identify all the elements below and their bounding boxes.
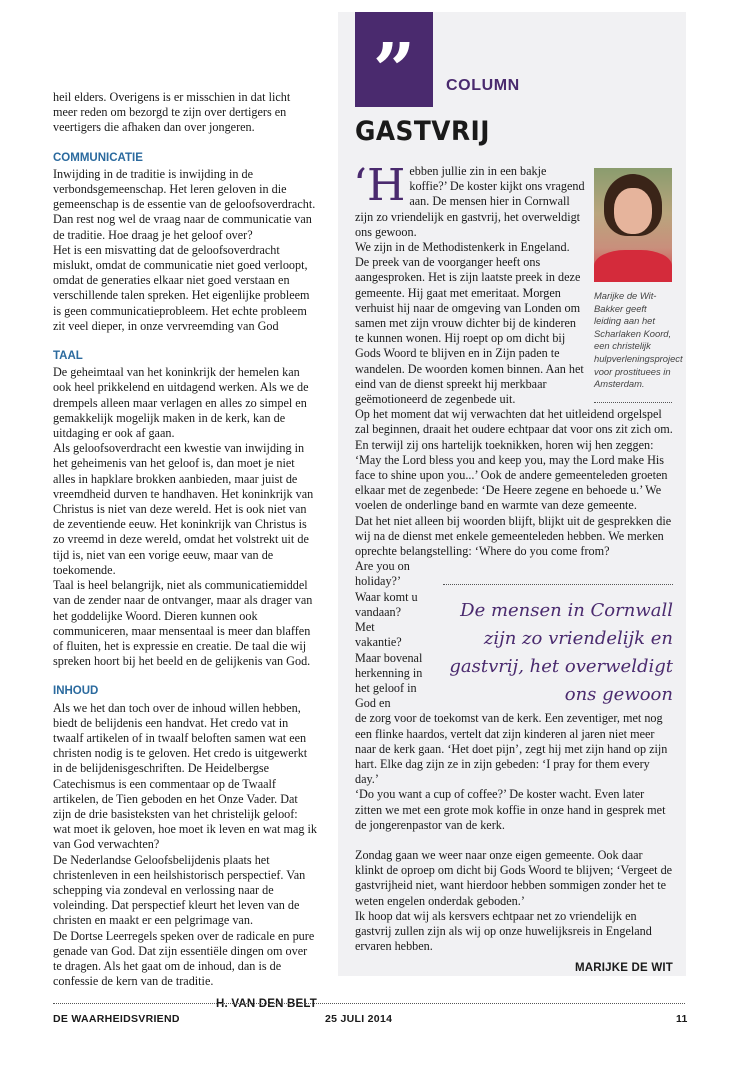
paragraph: Ik hoop dat wij als kersvers echtpaar net zo vriendelijk en gastvrij zullen zijn als wij op onze huwelijksreis in Engeland ervaren hebben. — [355, 908, 652, 954]
paragraph: Als geloofsoverdracht een kwestie van inwijding in het geheimenis van het geloof is, dan moet je niet alles in hapklare brokken aanbieden, maar juist de vreemdheid durven te handhaven. Het koninkrijk van Christus is niet van deze wereld. Het is ook niet van de zeventiende eeuw. Het koninkrijk van Christus is zo vreemd in deze wereld, omdat het volstrekt uit de tijd is, niet van een vorige eeuw, maar van de toekomende. — [53, 441, 314, 577]
dropcap: ‘H — [353, 160, 406, 211]
footer-publication: DE WAARHEIDSVRIEND — [53, 1013, 180, 1025]
article-title: GASTVRIJ — [355, 116, 490, 147]
section-heading-communicatie: COMMUNICATIE — [53, 151, 143, 164]
quote-mark-icon: ” — [372, 28, 416, 114]
column-label: COLUMN — [446, 77, 520, 94]
page-number: 11 — [676, 1013, 688, 1025]
photo-caption: Marijke de Wit-Bakker geeft leiding aan het Scharlaken Koord, een christelijk hulpverleningsproject voor prostituees in Amsterdam. — [594, 290, 683, 390]
section-heading-taal: TAAL — [53, 350, 83, 363]
paragraph: De Nederlandse Geloofsbelijdenis plaats het christenleven in een heilshistorisch perspectief. Van schepping via zondeval en verlossing naar de voleinding. Dat perspectief kleurt het leven van de christen en maakt er een pelgrimage van. — [53, 852, 306, 928]
section-heading-inhoud: INHOUD — [53, 685, 99, 698]
paragraph-beside-quote: Are you on holiday?’ Waar komt u vandaan? Met vakantie? Maar bovenal herkenning in het geloof in God en — [355, 559, 423, 711]
paragraph: Dat het niet alleen bij woorden blijft, blijkt uit de gesprekken die wij na de dienst met enkele gemeenteleden hebben. We merken oprechte belangstelling: ‘Where do you come from? — [355, 513, 672, 559]
author-byline: H. VAN DEN BELT — [216, 998, 317, 1011]
paragraph: Taal is heel belangrijk, niet als communicatiemiddel van de zender naar de ontvanger, maar als drager van het goddelijke Woord. Dieren kunnen ook communiceren, maar mensentaal is meer dan blaffen of fluiten, het is expressie en creatie. De taal die wij spreken hoort bij het beeld en de gelijkenis van God. — [53, 578, 313, 669]
paragraph: de zorg voor de toekomst van de kerk. Een zeventiger, met nog een flinke haardos, vertelt dat zijn kinderen al jaren niet meer naar de kerk gaan. ‘Het doet pijn’, zegt hij met zijn hand op zijn hart. Elke dag zijn ze in zijn gebeden: ‘I pray for them every day.’ — [355, 711, 668, 787]
text-beside-photo — [353, 160, 585, 407]
footer-divider — [53, 1003, 685, 1004]
paragraph: Op het moment dat wij verwachten dat het uitleidend orgelspel zal beginnen, draait het oudere echtpaar dat voor ons zit zich om. En terwijl zij ons hartelijk toeknikken, horen wij hen zeggen: ‘May the Lord bless you and keep you, may the Lord make His face to shine upon you...’ Ook de andere gemeenteleden groeten elkaar met de zegenbede: ‘De Heere zegene en behoede u.’ We voelen de onderlinge band en warmte van deze gemeente. — [355, 407, 673, 513]
author-byline: MARIJKE DE WIT — [575, 962, 673, 975]
paragraph: Als we het dan toch over de inhoud willen hebben, biedt de belijdenis een handvat. Het credo vat in twaalf artikelen of in twaalf beloften samen wat een christen nodig is te geloven. Het credo is uitgewerkt in de belijdenisgeschriften. De Heidelbergse Catechismus is een commentaar op de Twaalf artikelen, de Tien geboden en het Onze Vader. Dat zijn de drie basisteksten van het christelijk geloof: wat moet ik geloven, hoe moet ik leven en wat mag ik van God verwachten? — [53, 700, 317, 852]
left-article — [53, 90, 317, 1013]
paragraph: Zondag gaan we weer naar onze eigen gemeente. Ook daar klinkt de oproep om dicht bij Gods Woord te blijven; ‘Vergeet de gastvrijheid niet, want hierdoor hebben sommigen zonder het te weten engelen onderdak geboden.’ — [355, 847, 673, 908]
footer-date: 25 JULI 2014 — [325, 1013, 393, 1025]
paragraph: De Dortse Leerregels speken over de radicale en pure genade van God. Dat zijn essentiële dingen om over te dragen. Als het gaat om de inhoud, dan is de confessie de kern van de traditie. — [53, 928, 315, 989]
intro-paragraph: heil elders. Overigens is er misschien in dat licht meer reden om bezorgd te zijn over dertigers en veertigers die afhaken dan over jongeren. — [53, 90, 291, 135]
paragraph: We zijn in de Methodistenkerk in Engeland. De preek van de voorganger heeft ons aangesproken. Het is zijn laatste preek in deze gemeente. Hij gaat met emeritaat. Morgen verhuist hij naar de omgeving van Londen om samen met zijn vrouw dichter bij de kinderen te kunnen wonen. Hij roept op om dicht bij Gods Woord te blijven en in Zijn paden te wandelen. De woorden komen binnen. Aan het eind van de dienst spreekt hij merkbaar geëmotioneerd de zegenbede uit. — [355, 240, 584, 407]
opening-paragraph: ‘Hebben jullie zin in een bakje koffie?’ De koster kijkt ons vragend aan. De mensen hier in Cornwall zijn zo vriendelijk en gastvrij, het overweldigt ons gewoon. — [353, 160, 585, 239]
pull-quote: De mensen in Cornwall zijn zo vriendelijk en gastvrij, het overweldigt ons gewoon — [443, 584, 673, 709]
paragraph: ‘Do you want a cup of coffee?’ De koster wacht. Even later zitten we met een grote mok koffie in onze hand in gesprek met de jongerenpastor van de kerk. — [355, 787, 666, 832]
paragraph: Het is een misvatting dat de geloofsoverdracht mislukt, omdat de communicatie niet goed verloopt, omdat de generaties elkaar niet goed verstaan en verschillende talen spreken. Het eigenlijke probleem is geen communicatieprobleem. Het echte probleem zit veel dieper, in onze vervreemding van God — [53, 242, 310, 333]
quote-mark-badge — [355, 12, 433, 114]
column-article — [353, 160, 683, 977]
paragraph: De geheimtaal van het koninkrijk der hemelen kan ook heel prikkelend en uitdagend werken. Als we de drempels alleen maar verlagen en alles zo simpel en gemakkelijk mogelijk maken in de kerk, kan de uitdaging er ook af gaan. — [53, 365, 309, 441]
paragraph: Inwijding in de traditie is inwijding in de verbondsgemeenschap. Het leren geloven in die gemeenschap is de essentie van de geloofsoverdracht. Dan rest nog wel de vraag naar de communicatie van de traditie. Hoe draag je het geloof over? — [53, 166, 316, 242]
